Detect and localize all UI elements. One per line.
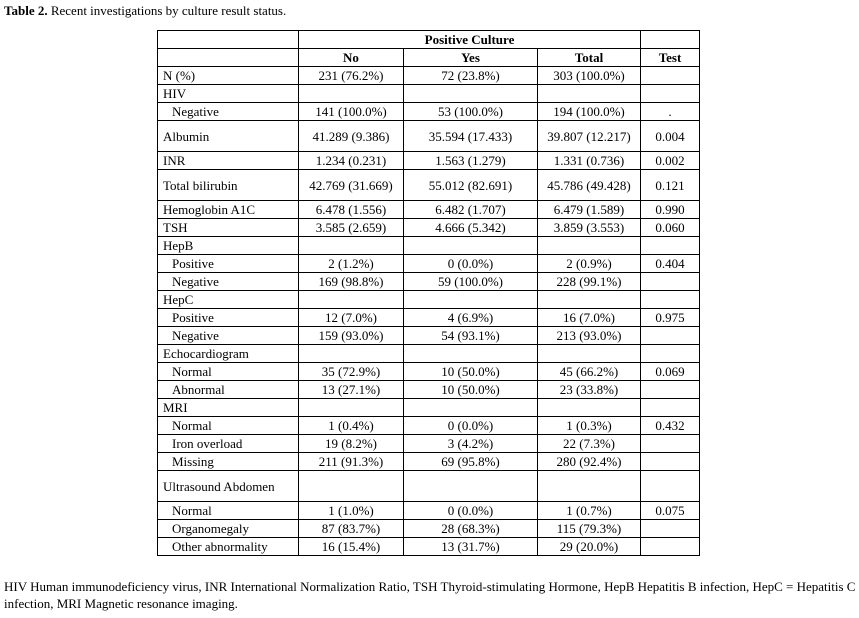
row-label: Abnormal [158, 381, 299, 399]
cell-no [299, 345, 404, 363]
cell-no: 6.478 (1.556) [299, 201, 404, 219]
cell-no: 231 (76.2%) [299, 67, 404, 85]
row-label: HepC [158, 291, 299, 309]
cell-total: 194 (100.0%) [538, 103, 641, 121]
cell-total: 280 (92.4%) [538, 453, 641, 471]
cell-total: 228 (99.1%) [538, 273, 641, 291]
cell-no: 87 (83.7%) [299, 520, 404, 538]
row-label: Positive [158, 255, 299, 273]
cell-yes: 4 (6.9%) [404, 309, 538, 327]
cell-yes [404, 237, 538, 255]
cell-test [641, 67, 700, 85]
cell-test: 0.004 [641, 121, 700, 152]
row-label: Ultrasound Abdomen [158, 471, 299, 502]
row-label: Normal [158, 502, 299, 520]
table-row [158, 237, 700, 255]
table-row [158, 381, 700, 399]
header-blank [158, 31, 299, 49]
table-row [158, 327, 700, 345]
cell-yes: 6.482 (1.707) [404, 201, 538, 219]
cell-total: 45.786 (49.428) [538, 170, 641, 201]
cell-total: 23 (33.8%) [538, 381, 641, 399]
cell-yes: 28 (68.3%) [404, 520, 538, 538]
cell-test [641, 291, 700, 309]
cell-no: 35 (72.9%) [299, 363, 404, 381]
cell-yes: 3 (4.2%) [404, 435, 538, 453]
cell-total: 303 (100.0%) [538, 67, 641, 85]
cell-no: 169 (98.8%) [299, 273, 404, 291]
table-caption [4, 2, 286, 20]
header-col-yes: Yes [404, 49, 538, 67]
row-label: Missing [158, 453, 299, 471]
cell-yes: 0 (0.0%) [404, 502, 538, 520]
cell-yes: 10 (50.0%) [404, 363, 538, 381]
header-positive-culture: Positive Culture [299, 31, 641, 49]
cell-test [641, 520, 700, 538]
row-label: Iron overload [158, 435, 299, 453]
row-label: Normal [158, 417, 299, 435]
cell-no: 41.289 (9.386) [299, 121, 404, 152]
table-row [158, 121, 700, 152]
table-body [158, 67, 700, 556]
cell-total [538, 471, 641, 502]
caption-label: Table 2. [4, 3, 48, 18]
cell-total: 39.807 (12.217) [538, 121, 641, 152]
cell-yes [404, 85, 538, 103]
cell-no: 42.769 (31.669) [299, 170, 404, 201]
row-label: Negative [158, 327, 299, 345]
cell-yes: 69 (95.8%) [404, 453, 538, 471]
cell-yes [404, 345, 538, 363]
cell-no: 1 (1.0%) [299, 502, 404, 520]
table-row [158, 67, 700, 85]
cell-test [641, 381, 700, 399]
cell-yes: 13 (31.7%) [404, 538, 538, 556]
cell-test: 0.404 [641, 255, 700, 273]
cell-yes: 0 (0.0%) [404, 255, 538, 273]
cell-total [538, 85, 641, 103]
row-label: Normal [158, 363, 299, 381]
cell-total [538, 345, 641, 363]
cell-no [299, 291, 404, 309]
row-label: N (%) [158, 67, 299, 85]
cell-no [299, 399, 404, 417]
cell-test [641, 327, 700, 345]
table-row [158, 502, 700, 520]
cell-yes: 55.012 (82.691) [404, 170, 538, 201]
cell-test [641, 345, 700, 363]
table-row [158, 471, 700, 502]
cell-no: 13 (27.1%) [299, 381, 404, 399]
cell-yes: 0 (0.0%) [404, 417, 538, 435]
cell-no: 159 (93.0%) [299, 327, 404, 345]
cell-test [641, 399, 700, 417]
cell-no: 12 (7.0%) [299, 309, 404, 327]
row-label: Hemoglobin A1C [158, 201, 299, 219]
cell-total: 115 (79.3%) [538, 520, 641, 538]
header-blank-test [641, 31, 700, 49]
row-label: Other abnormality [158, 538, 299, 556]
table-row [158, 435, 700, 453]
cell-test: 0.060 [641, 219, 700, 237]
cell-test: 0.990 [641, 201, 700, 219]
row-label: HIV [158, 85, 299, 103]
row-label: TSH [158, 219, 299, 237]
table-row [158, 453, 700, 471]
cell-test [641, 453, 700, 471]
table-row [158, 520, 700, 538]
row-label: Negative [158, 103, 299, 121]
cell-total [538, 399, 641, 417]
row-label: Negative [158, 273, 299, 291]
cell-test: 0.121 [641, 170, 700, 201]
row-label: HepB [158, 237, 299, 255]
cell-no [299, 85, 404, 103]
cell-no: 3.585 (2.659) [299, 219, 404, 237]
cell-total: 213 (93.0%) [538, 327, 641, 345]
cell-total: 45 (66.2%) [538, 363, 641, 381]
row-label: Echocardiogram [158, 345, 299, 363]
cell-no: 19 (8.2%) [299, 435, 404, 453]
cell-test [641, 85, 700, 103]
cell-yes [404, 291, 538, 309]
cell-yes: 53 (100.0%) [404, 103, 538, 121]
cell-yes: 72 (23.8%) [404, 67, 538, 85]
table-row [158, 152, 700, 170]
cell-test [641, 435, 700, 453]
cell-no: 16 (15.4%) [299, 538, 404, 556]
cell-yes: 54 (93.1%) [404, 327, 538, 345]
cell-yes: 4.666 (5.342) [404, 219, 538, 237]
row-label: Positive [158, 309, 299, 327]
header-col-total: Total [538, 49, 641, 67]
row-label: INR [158, 152, 299, 170]
header-columns-row [158, 49, 700, 67]
row-label: Albumin [158, 121, 299, 152]
cell-total: 6.479 (1.589) [538, 201, 641, 219]
table-row [158, 103, 700, 121]
cell-no: 141 (100.0%) [299, 103, 404, 121]
table-row [158, 219, 700, 237]
cell-no: 211 (91.3%) [299, 453, 404, 471]
table-footnote: HIV Human immunodeficiency virus, INR International Normalization Ratio, TSH Thyroid-stimulating Hormone, HepB Hepatitis B infection, HepC = Hepatitis C infection, MRI Magnetic resonance imaging. [4, 579, 856, 611]
header-group-row [158, 31, 700, 49]
table-row [158, 538, 700, 556]
results-table [157, 30, 700, 556]
table-row [158, 85, 700, 103]
table-row [158, 417, 700, 435]
table-row [158, 170, 700, 201]
caption-text: Recent investigations by culture result status. [47, 3, 287, 18]
header-label-col [158, 49, 299, 67]
header-col-test: Test [641, 49, 700, 67]
cell-test: . [641, 103, 700, 121]
cell-test: 0.975 [641, 309, 700, 327]
row-label: MRI [158, 399, 299, 417]
cell-test: 0.432 [641, 417, 700, 435]
cell-yes: 59 (100.0%) [404, 273, 538, 291]
table-row [158, 309, 700, 327]
cell-no [299, 237, 404, 255]
cell-test [641, 538, 700, 556]
table-row [158, 255, 700, 273]
row-label: Total bilirubin [158, 170, 299, 201]
cell-no [299, 471, 404, 502]
table-row [158, 363, 700, 381]
cell-test [641, 237, 700, 255]
cell-total: 2 (0.9%) [538, 255, 641, 273]
header-col-no: No [299, 49, 404, 67]
cell-total: 1 (0.7%) [538, 502, 641, 520]
cell-test [641, 273, 700, 291]
table-row [158, 345, 700, 363]
cell-total: 1 (0.3%) [538, 417, 641, 435]
row-label: Organomegaly [158, 520, 299, 538]
cell-test: 0.002 [641, 152, 700, 170]
cell-yes [404, 471, 538, 502]
cell-no: 2 (1.2%) [299, 255, 404, 273]
cell-test: 0.075 [641, 502, 700, 520]
cell-no: 1 (0.4%) [299, 417, 404, 435]
cell-yes: 10 (50.0%) [404, 381, 538, 399]
cell-total: 3.859 (3.553) [538, 219, 641, 237]
cell-test [641, 471, 700, 502]
table-row [158, 201, 700, 219]
cell-yes: 1.563 (1.279) [404, 152, 538, 170]
cell-total [538, 291, 641, 309]
cell-no: 1.234 (0.231) [299, 152, 404, 170]
table-row [158, 399, 700, 417]
cell-test: 0.069 [641, 363, 700, 381]
cell-total: 22 (7.3%) [538, 435, 641, 453]
cell-yes: 35.594 (17.433) [404, 121, 538, 152]
cell-total: 1.331 (0.736) [538, 152, 641, 170]
cell-total [538, 237, 641, 255]
cell-total: 16 (7.0%) [538, 309, 641, 327]
cell-yes [404, 399, 538, 417]
table-row [158, 273, 700, 291]
table-row [158, 291, 700, 309]
cell-total: 29 (20.0%) [538, 538, 641, 556]
